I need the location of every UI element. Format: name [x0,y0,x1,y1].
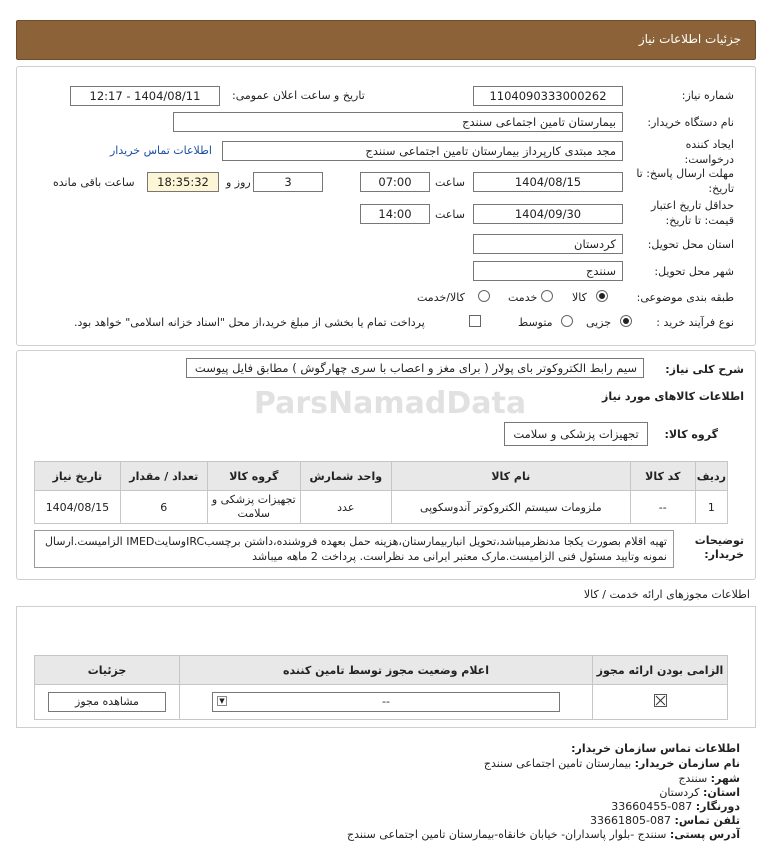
buyer-contact-link[interactable]: اطلاعات تماس خریدار [110,144,212,157]
col-group: گروه کالا [207,462,300,491]
cell-required [593,685,728,720]
creator-field: مجد مبتدی کارپرداز بیمارستان تامین اجتماعی سنندج [222,141,623,161]
buyer-label: نام دستگاه خریدار: [647,116,734,129]
announce-field: 1404/08/11 - 12:17 [70,86,220,106]
contact-title: اطلاعات تماس سازمان خریدار: [571,742,740,755]
table-row [35,491,728,524]
contact-city [678,772,740,785]
contact-address [347,828,740,841]
process-label: نوع فرآیند خرید : [656,316,734,329]
col-status: اعلام وضعیت مجوز توسط تامین کننده [180,656,593,685]
permits-table-header [35,656,728,685]
deadline-label: مهلت ارسال پاسخ: تا تاریخ: [636,167,734,195]
validity-date-field: 1404/09/30 [473,204,623,224]
city-field: سنندج [473,261,623,281]
category-radio-goods[interactable] [596,290,608,302]
col-unit: واحد شمارش [300,462,391,491]
group-field: تجهیزات پزشکی و سلامت [504,422,648,446]
contact-address-label: آدرس پستی: [669,828,740,841]
category-option-service: خدمت [508,291,538,304]
contact-org-value: بیمارستان تامین اجتماعی سنندج [483,757,632,770]
cell-code: -- [630,491,695,524]
col-qty: تعداد / مقدار [120,462,207,491]
contact-phone-value: 087-33661805 [590,814,672,827]
deadline-date-field: 1404/08/15 [473,172,623,192]
cell-unit: عدد [300,491,391,524]
days-label: روز و [226,176,251,189]
col-name: نام کالا [391,462,630,491]
dropdown-arrow-icon: ▼ [217,696,227,706]
need-number-field: 1104090333000262 [473,86,623,106]
cell-group: تجهیزات پزشکی و سلامت [207,491,300,524]
cell-date: 1404/08/15 [35,491,121,524]
watermark-brand: ParsNamadData [253,386,527,421]
goods-info-title: اطلاعات کالاهای مورد نیاز [602,390,744,403]
col-details: جزئیات [35,656,180,685]
province-label: استان محل تحویل: [647,238,734,251]
remaining-label: ساعت باقی مانده [53,176,135,189]
permits-title: اطلاعات مجوزهای ارائه خدمت / کالا [583,588,750,601]
cell-row: 1 [695,491,727,524]
process-radio-medium[interactable] [561,315,573,327]
category-label: طبقه بندی موضوعی: [636,291,734,304]
contact-address-value: سنندج -بلوار پاسداران- خیابان خانقاه-بیمارستان تامین اجتماعی سنندج [347,828,667,841]
treasury-note: پرداخت تمام یا بخشی از مبلغ خرید،از محل "اسناد خزانه اسلامی" خواهد بود. [74,316,425,329]
contact-city-label: شهر: [710,772,740,785]
process-option-minor: جزیی [586,316,612,329]
contact-org [484,757,740,770]
group-label: گروه کالا: [664,428,718,441]
col-row: ردیف [695,462,727,491]
summary-label: شرح کلی نیاز: [665,363,744,376]
buyer-field: بیمارستان تامین اجتماعی سنندج [173,112,623,132]
city-label: شهر محل تحویل: [654,265,734,278]
contact-org-label: نام سازمان خریدار: [634,757,740,770]
remaining-time-field: 18:35:32 [147,172,219,192]
checked-box-icon [654,694,667,707]
cell-details [35,685,180,720]
category-option-both: کالا/خدمت [417,291,465,304]
permits-table [34,655,728,720]
contact-fax-value: 087-33660455 [611,800,693,813]
col-required: الزامی بودن ارائه مجوز [593,656,728,685]
col-code: کد کالا [630,462,695,491]
permit-status-select[interactable] [212,692,560,712]
need-number-label: شماره نیاز: [681,89,734,102]
validity-time-field: 14:00 [360,204,430,224]
cell-qty: 6 [120,491,207,524]
contact-phone [590,814,740,827]
summary-field: سیم رابط الکتروکوتر بای پولار ( برای مغز و اعصاب با سری چهارگوش ) مطابق فایل پیوست [186,358,644,378]
process-option-medium: متوسط [518,316,553,329]
contact-city-value: سنندج [678,772,708,785]
contact-province [659,786,740,799]
notes-field: تهیه اقلام بصورت یکجا مدنظرمیباشد،تحویل انباربیمارستان،هزینه حمل بعهده فروشنده،داشتن برچسبIRCوسایتIMED الزامیست.ارسال نمونه وتایید مسئول فنی الزامیست.مارک معتبر ایرانی مد نظراست. پرداخت 2 ماهه میباشد [34,530,674,568]
page-header [16,20,756,60]
permit-status-value: -- [382,695,390,708]
cell-name: ملزومات سیستم الکتروکوتر آندوسکوپی [391,491,630,524]
contact-fax [611,800,740,813]
process-radio-minor[interactable] [620,315,632,327]
contact-province-label: استان: [703,786,740,799]
contact-phone-label: تلفن تماس: [674,814,740,827]
category-radio-both[interactable] [478,290,490,302]
province-field: کردستان [473,234,623,254]
treasury-checkbox[interactable] [469,315,481,327]
deadline-hour-label: ساعت [435,176,465,189]
page-title: جزئیات اطلاعات نیاز [638,32,741,46]
days-field: 3 [253,172,323,192]
creator-label: ایجاد کننده درخواست: [684,138,734,166]
cell-status [180,685,593,720]
announce-label: تاریخ و ساعت اعلان عمومی: [232,89,365,102]
contact-fax-label: دورنگار: [695,800,740,813]
goods-table [34,461,728,524]
category-option-goods: کالا [572,291,587,304]
category-radio-service[interactable] [541,290,553,302]
goods-table-header [35,462,728,491]
view-permit-button[interactable]: مشاهده مجوز [48,692,166,712]
col-date: تاریخ نیاز [35,462,121,491]
notes-label: توضیحات خریدار: [694,534,744,561]
validity-hour-label: ساعت [435,208,465,221]
table-row [35,685,728,720]
validity-label: حداقل تاریخ اعتبار قیمت: تا تاریخ: [650,199,734,227]
contact-province-value: کردستان [659,786,700,799]
deadline-time-field: 07:00 [360,172,430,192]
